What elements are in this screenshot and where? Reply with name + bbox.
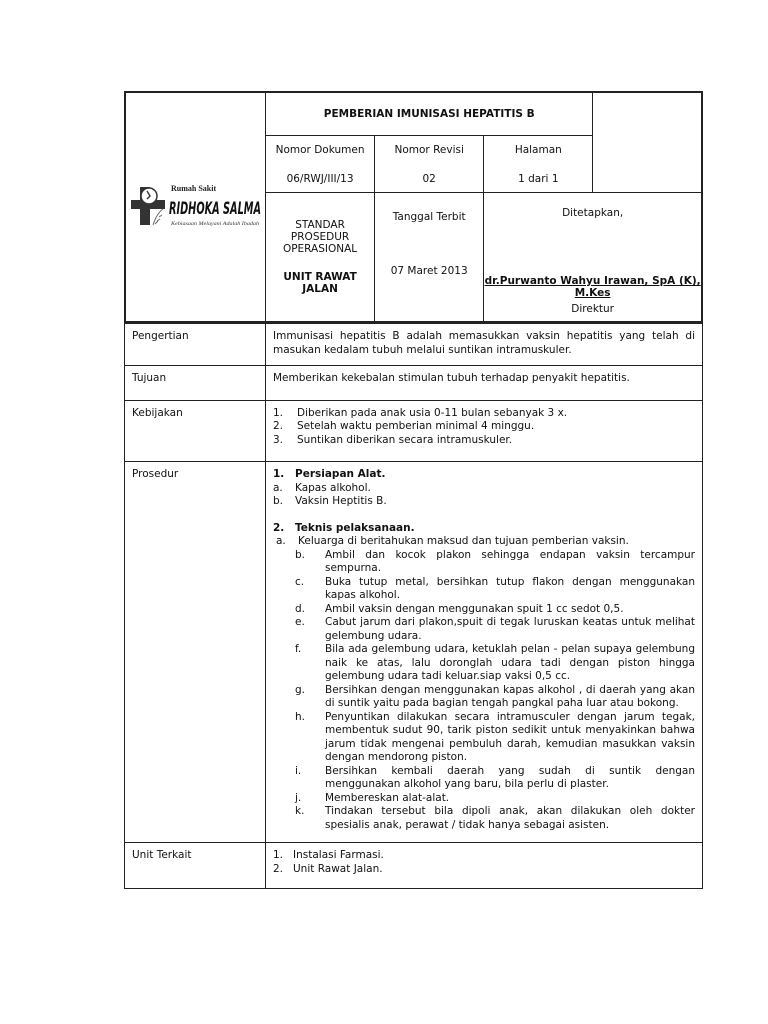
- sop-body-table: [124, 323, 703, 889]
- list-item: j. Membereskan alat-alat.: [295, 791, 450, 804]
- document-title: PEMBERIAN IMUNISASI HEPATITIS B: [266, 92, 593, 136]
- section-row: [125, 324, 703, 366]
- section-label-pengertian: Pengertian: [125, 324, 266, 366]
- list-item: 2. Setelah waktu pemberian minimal 4 minggu.: [273, 420, 535, 432]
- list-item: 1. Diberikan pada anak usia 0-11 bulan sebanyak 3 x.: [273, 406, 568, 419]
- section-label-tujuan: Tujuan: [125, 366, 266, 401]
- list-item: k. Tindakan tersebut bila dipoli anak, akan dilakukan oleh dokter spesialis anak, perawat / tidak hanya sebagai asisten.: [295, 805, 695, 831]
- director-title: Direktur: [571, 303, 614, 315]
- doc-number-value: 06/RWJ/III/13: [286, 172, 354, 185]
- unit-name: UNIT RAWAT JALAN: [283, 271, 357, 295]
- revision-cell: [375, 136, 484, 193]
- list-item: 2. Unit Rawat Jalan.: [273, 862, 383, 875]
- hospital-logo: [129, 181, 263, 233]
- section-row: [125, 366, 703, 401]
- section-label-unit-terkait: Unit Terkait: [125, 843, 266, 889]
- section-row: [125, 462, 703, 843]
- page-value: 1 dari 1: [518, 172, 559, 185]
- hospital-logo-cell: [125, 92, 266, 322]
- list-item: d. Ambil vaksin dengan menggunakan spuit 1 cc sedot 0,5.: [295, 602, 624, 615]
- sop-line-2: OPERASIONAL: [282, 243, 358, 255]
- list-item: i. Bersihkan kembali daerah yang sudah di suntik dengan menggunakan alkohol yang baru, bila perlu di plaster.: [295, 764, 695, 790]
- section-label-prosedur: Prosedur: [125, 462, 266, 843]
- list-item: e. Cabut jarum dari plakon,spuit di tegak luruskan keatas untuk melihat gelembung udara.: [295, 616, 695, 642]
- page-label: Halaman: [514, 143, 562, 156]
- list-item: a. Kapas alkohol.: [273, 481, 371, 494]
- list-item: f. Bila ada gelembung udara, ketuklah pelan - pelan supaya gelembung naik ke atas, lalu doronglah udara tadi dengan piston hingga gelembung udara tadi keluar.siap vaksi 0,5 cc.: [295, 643, 695, 682]
- unit-terkait-list: [273, 849, 695, 876]
- revision-label: Nomor Revisi: [394, 143, 464, 156]
- list-item: h. Penyuntikan dilakukan secara intramusculer dengan jarum tegak, membentuk sudut 90, tarik piston sedikit untuk menyakinkan bahwa jarum tidak mengenai pembuluh darah, kemudian masukkan vaksin dengan mendorong piston.: [295, 710, 695, 763]
- issued-label: Tanggal Terbit: [392, 211, 466, 223]
- section-prosedur: [266, 462, 703, 843]
- section-unit-terkait: [266, 843, 703, 889]
- section-text-tujuan: Memberikan kekebalan stimulan tubuh terhadap penyakit hepatitis.: [266, 366, 703, 401]
- logo-tagline-text: Kebiasaan Melayani Adalah Ibadah: [169, 222, 260, 227]
- section-kebijakan: [266, 400, 703, 462]
- sop-line-1: STANDAR PROSEDUR: [290, 219, 350, 243]
- director-name: dr.Purwanto Wahyu Irawan, SpA (K), M.Kes: [484, 275, 701, 299]
- sop-type-cell: [266, 193, 375, 323]
- list-item: b. Vaksin Heptitis B.: [273, 495, 387, 507]
- doc-number-label: Nomor Dokumen: [275, 143, 365, 156]
- section-row: [125, 843, 703, 889]
- section-text-pengertian: Immunisasi hepatitis B adalah memasukkan vaksin hepatitis yang telah di masukan kedalam tubuh melalui suntikan intramuskuler.: [266, 324, 703, 366]
- revision-value: 02: [422, 172, 436, 185]
- list-item: 3. Suntikan diberikan secara intramuskuler.: [273, 433, 513, 446]
- prosedur-step-2-title: 2. Teknis pelaksanaan.: [273, 521, 415, 534]
- section-label-kebijakan: Kebijakan: [125, 400, 266, 462]
- list-item: g. Bersihkan dengan menggunakan kapas alkohol , di daerah yang akan di suntik yaitu pada bagian tengah pangkal paha luar atau bokong.: [295, 683, 695, 709]
- list-item: c. Buka tutup metal, bersihkan tutup flakon dengan menggunakan kapas alkohol.: [295, 575, 695, 601]
- section-row: [125, 400, 703, 462]
- sop-header-table: [124, 91, 703, 323]
- logo-big-text: RIDHOKA SALMA: [168, 199, 261, 219]
- kebijakan-list: [273, 407, 695, 448]
- prosedur-steps: [273, 549, 695, 833]
- sop-document: [124, 91, 703, 889]
- issued-cell: [375, 193, 484, 323]
- issued-date: 07 Maret 2013: [390, 265, 468, 277]
- list-item: a. Keluarga di beritahukan maksud dan tujuan pemberian vaksin.: [276, 535, 629, 547]
- prosedur-step-1-title: 1. Persiapan Alat.: [273, 468, 386, 480]
- logo-small-text: Rumah Sakit: [170, 184, 216, 193]
- list-item: 1. Instalasi Farmasi.: [273, 849, 384, 861]
- approved-label: Ditetapkan,: [562, 207, 624, 219]
- list-item: b. Ambil dan kocok plakon sehingga endapan vaksin tercampur sempurna.: [295, 548, 695, 574]
- doc-number-cell: [266, 136, 375, 193]
- page-cell: [484, 136, 593, 193]
- approval-cell: [484, 193, 702, 323]
